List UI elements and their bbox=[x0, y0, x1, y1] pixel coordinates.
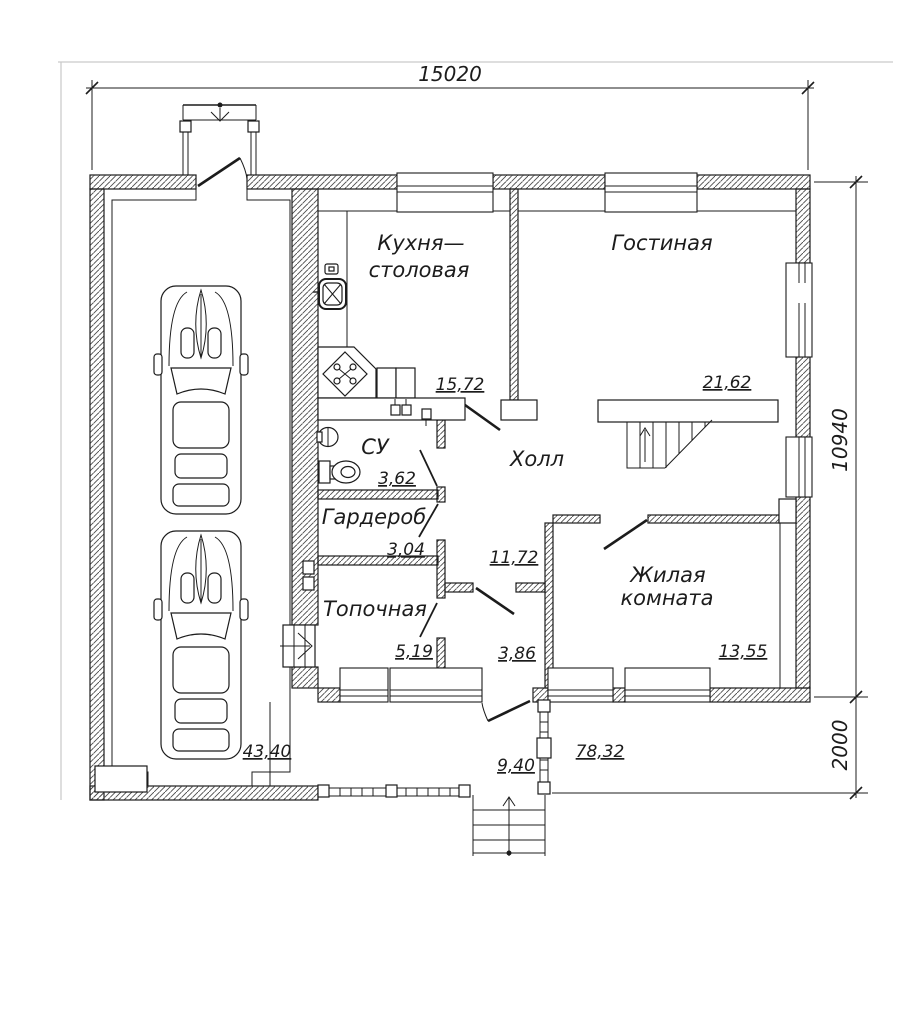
garage-entry-door bbox=[198, 158, 247, 186]
area-boiler-room: 5,19 bbox=[395, 642, 433, 662]
label-living-room: Гостиная bbox=[611, 231, 713, 255]
area-wardrobe: 3,04 bbox=[387, 540, 425, 560]
garage-house-step bbox=[280, 625, 315, 667]
area-total: 78,32 bbox=[575, 742, 625, 762]
area-living-room: 21,62 bbox=[702, 373, 752, 393]
label-wardrobe: Гардероб bbox=[321, 505, 427, 529]
kitchen-fixtures bbox=[313, 264, 465, 426]
dimension-height-porch: 2000 bbox=[828, 719, 852, 771]
area-porch: 9,40 bbox=[497, 756, 535, 776]
dimension-width-total: 15020 bbox=[418, 62, 482, 86]
area-hall: 11,72 bbox=[489, 548, 539, 568]
label-kitchen-line1: Кухня— bbox=[377, 231, 465, 255]
car-1 bbox=[154, 286, 248, 514]
label-kitchen-line2: столовая bbox=[368, 258, 470, 282]
area-bedroom: 13,55 bbox=[718, 642, 768, 662]
area-bathroom: 3,62 bbox=[378, 469, 416, 489]
entrance-canopy bbox=[180, 103, 259, 176]
label-bathroom: СУ bbox=[361, 435, 389, 459]
entry-stairs bbox=[473, 795, 545, 856]
dimension-height-main: 10940 bbox=[828, 408, 852, 472]
label-boiler-room: Топочная bbox=[323, 597, 427, 621]
label-bedroom-line2: комната bbox=[620, 586, 714, 610]
bathroom-fixtures bbox=[317, 428, 360, 484]
area-garage: 43,40 bbox=[242, 742, 292, 762]
terrace-railing bbox=[318, 700, 551, 797]
label-bedroom-line1: Жилая bbox=[630, 563, 706, 587]
area-kitchen: 15,72 bbox=[435, 375, 485, 395]
car-2 bbox=[154, 531, 248, 759]
main-staircase bbox=[598, 400, 778, 468]
label-hall: Холл bbox=[509, 447, 565, 471]
area-entry: 3,86 bbox=[498, 644, 536, 664]
